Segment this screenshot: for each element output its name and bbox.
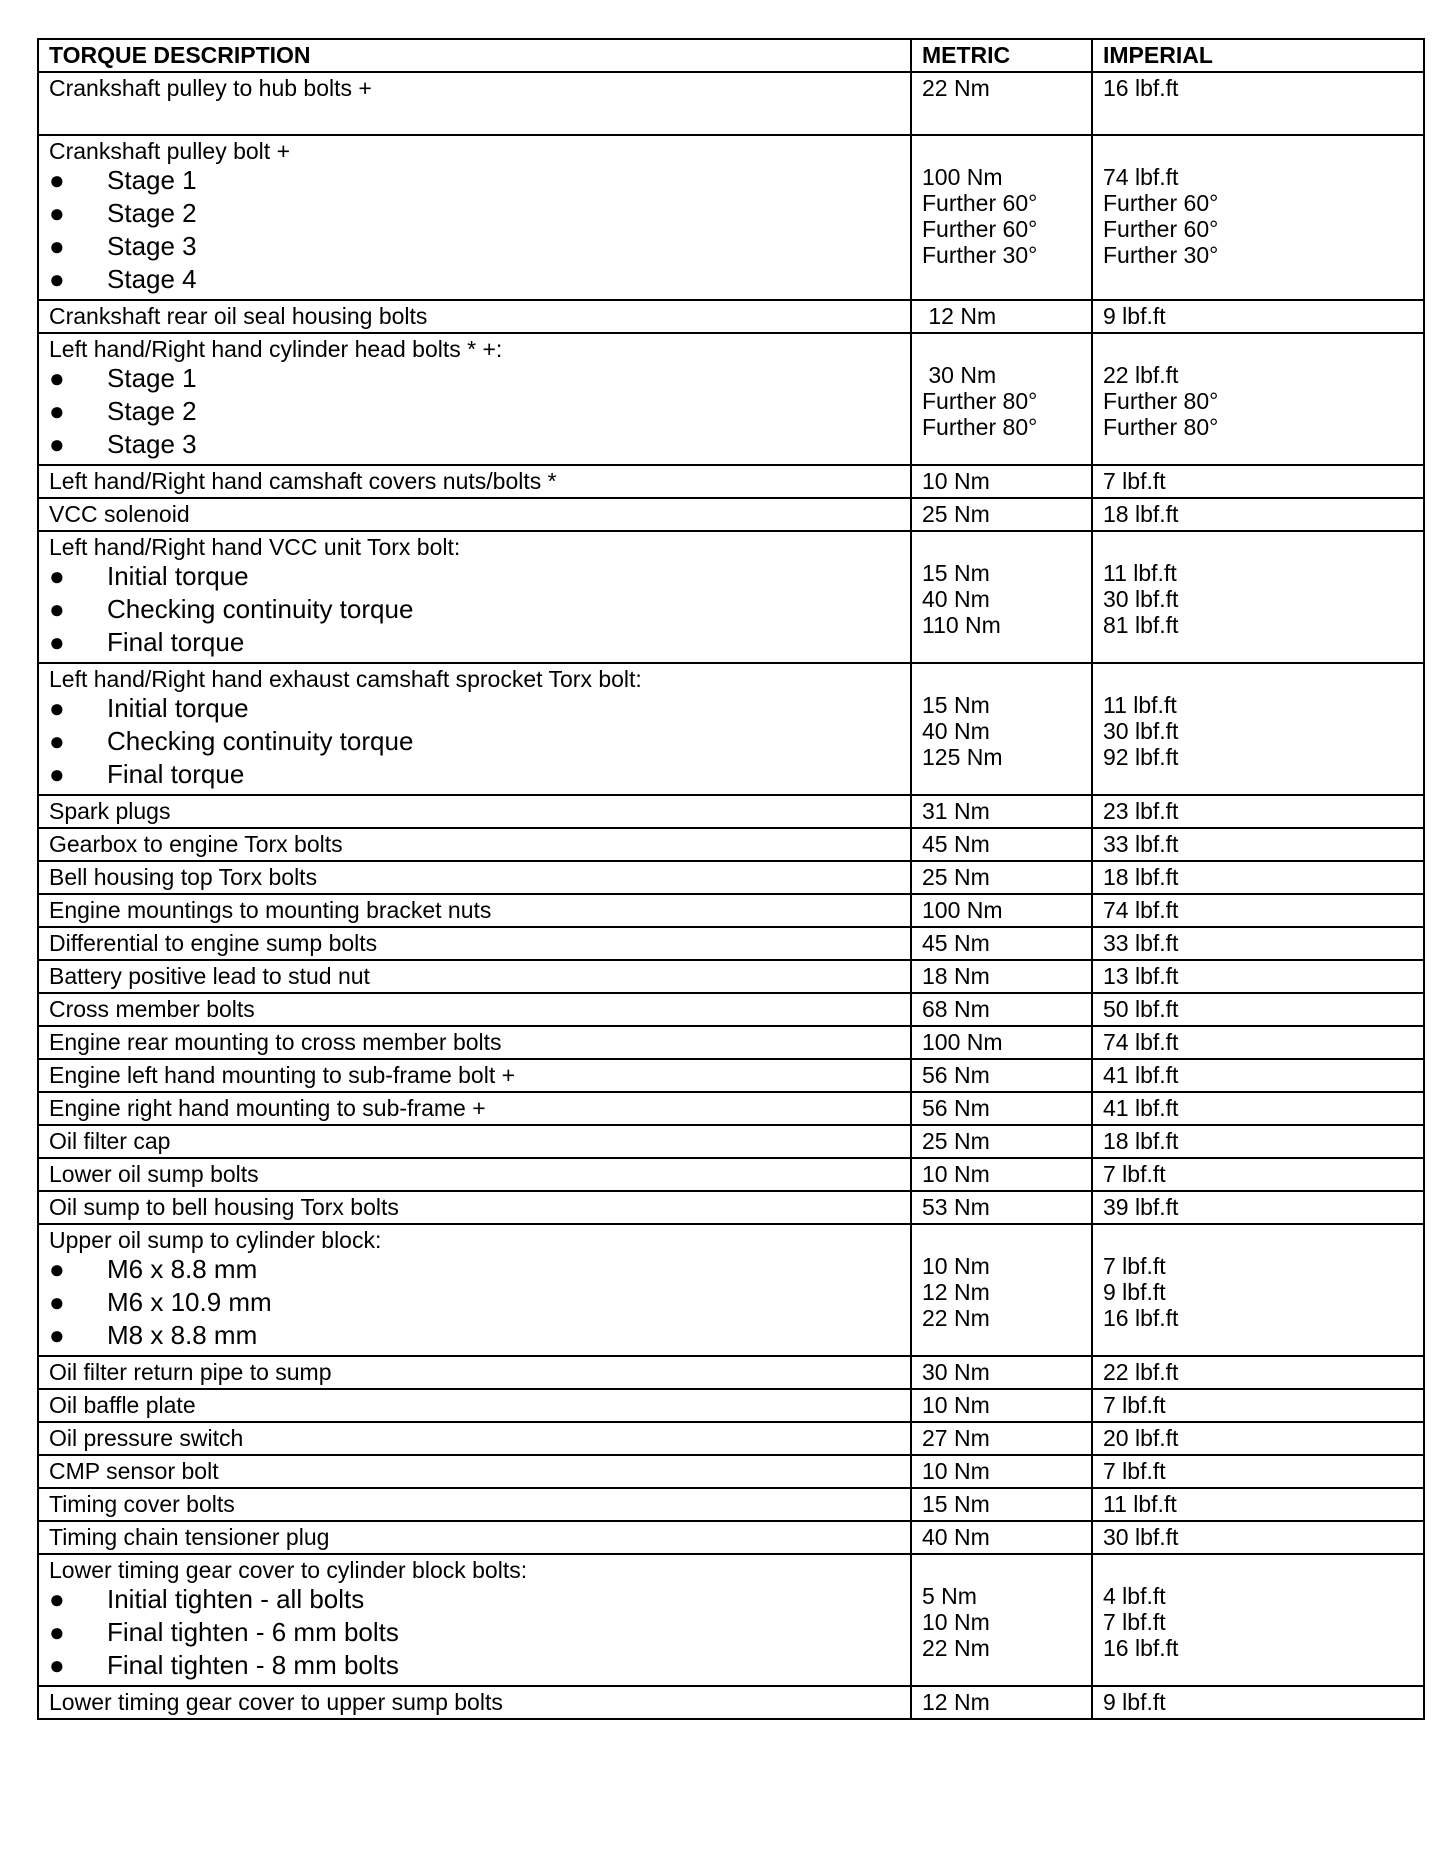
metric-cell bbox=[911, 72, 1092, 135]
metric-value: Further 30° bbox=[922, 242, 1038, 268]
description-text: Lower timing gear cover to cylinder block bolts: bbox=[49, 1557, 528, 1583]
metric-cell bbox=[911, 795, 1092, 828]
bullet-icon: ● bbox=[49, 594, 65, 624]
metric-cell bbox=[911, 1191, 1092, 1224]
imperial-value: 7 lbf.ft bbox=[1103, 468, 1166, 494]
description-cell bbox=[38, 1059, 911, 1092]
imperial-value: Further 80° bbox=[1103, 414, 1219, 440]
table-row bbox=[38, 531, 1424, 663]
description-cell bbox=[38, 1224, 911, 1356]
description-text: Left hand/Right hand exhaust camshaft sprocket Torx bolt: bbox=[49, 666, 642, 692]
description-cell bbox=[38, 72, 911, 135]
bullet-icon: ● bbox=[49, 264, 65, 294]
description-cell bbox=[38, 927, 911, 960]
description-cell bbox=[38, 960, 911, 993]
metric-value: 25 Nm bbox=[922, 501, 990, 527]
description-cell bbox=[38, 1356, 911, 1389]
imperial-cell bbox=[1092, 1125, 1424, 1158]
metric-cell bbox=[911, 663, 1092, 795]
table-row bbox=[38, 1422, 1424, 1455]
imperial-cell bbox=[1092, 1059, 1424, 1092]
metric-cell bbox=[911, 1356, 1092, 1389]
metric-value: Further 80° bbox=[922, 414, 1038, 440]
description-cell bbox=[38, 1554, 911, 1686]
table-row bbox=[38, 1356, 1424, 1389]
description-cell bbox=[38, 135, 911, 300]
metric-value: 56 Nm bbox=[922, 1095, 990, 1121]
stage-item bbox=[49, 1649, 900, 1682]
metric-value: 125 Nm bbox=[922, 744, 1003, 770]
metric-value: 22 Nm bbox=[922, 1305, 990, 1331]
metric-value: 53 Nm bbox=[922, 1194, 990, 1220]
description-text: Engine rear mounting to cross member bolts bbox=[49, 1029, 502, 1055]
metric-value: 100 Nm bbox=[922, 897, 1003, 923]
imperial-value: 18 lbf.ft bbox=[1103, 1128, 1179, 1154]
description-cell bbox=[38, 1488, 911, 1521]
imperial-value: 30 lbf.ft bbox=[1103, 1524, 1179, 1550]
bullet-icon: ● bbox=[49, 561, 65, 591]
description-cell bbox=[38, 993, 911, 1026]
metric-cell bbox=[911, 960, 1092, 993]
imperial-value: 74 lbf.ft bbox=[1103, 1029, 1179, 1055]
metric-cell bbox=[911, 927, 1092, 960]
imperial-cell bbox=[1092, 1422, 1424, 1455]
metric-value: 10 Nm bbox=[922, 1609, 990, 1635]
bullet-icon: ● bbox=[49, 396, 65, 426]
table-row bbox=[38, 1224, 1424, 1356]
metric-value: 10 Nm bbox=[922, 1458, 990, 1484]
metric-value: 100 Nm bbox=[922, 1029, 1003, 1055]
imperial-value: Further 80° bbox=[1103, 388, 1219, 414]
stage-label: Initial tighten - all bolts bbox=[107, 1584, 365, 1614]
stage-label: M6 x 8.8 mm bbox=[107, 1254, 258, 1284]
description-text: Timing cover bolts bbox=[49, 1491, 235, 1517]
description-cell bbox=[38, 663, 911, 795]
imperial-value: 9 lbf.ft bbox=[1103, 303, 1166, 329]
description-text: Oil sump to bell housing Torx bolts bbox=[49, 1194, 399, 1220]
stage-label: Stage 1 bbox=[107, 363, 197, 393]
stage-item bbox=[49, 1616, 900, 1649]
imperial-cell bbox=[1092, 1686, 1424, 1719]
imperial-cell bbox=[1092, 1455, 1424, 1488]
imperial-cell bbox=[1092, 72, 1424, 135]
metric-cell bbox=[911, 498, 1092, 531]
bullet-icon: ● bbox=[49, 363, 65, 393]
stage-label: Stage 3 bbox=[107, 429, 197, 459]
imperial-value: 23 lbf.ft bbox=[1103, 798, 1179, 824]
stage-item bbox=[49, 725, 900, 758]
table-row bbox=[38, 72, 1424, 135]
imperial-cell bbox=[1092, 960, 1424, 993]
description-cell bbox=[38, 828, 911, 861]
table-row bbox=[38, 795, 1424, 828]
imperial-cell bbox=[1092, 861, 1424, 894]
metric-cell bbox=[911, 861, 1092, 894]
table-row bbox=[38, 465, 1424, 498]
stage-item bbox=[49, 230, 900, 263]
metric-value: 30 Nm bbox=[922, 1359, 990, 1385]
stage-label: Final torque bbox=[107, 627, 245, 657]
description-text: Engine left hand mounting to sub-frame bolt + bbox=[49, 1062, 516, 1088]
stage-item bbox=[49, 1286, 900, 1319]
imperial-value: 13 lbf.ft bbox=[1103, 963, 1179, 989]
description-text: Oil baffle plate bbox=[49, 1392, 196, 1418]
table-row bbox=[38, 333, 1424, 465]
stage-item bbox=[49, 1583, 900, 1616]
stage-label: Final tighten - 8 mm bolts bbox=[107, 1650, 399, 1680]
description-text: Differential to engine sump bolts bbox=[49, 930, 378, 956]
description-cell bbox=[38, 1026, 911, 1059]
imperial-value: 7 lbf.ft bbox=[1103, 1253, 1166, 1279]
imperial-value: 9 lbf.ft bbox=[1103, 1279, 1166, 1305]
imperial-value: 16 lbf.ft bbox=[1103, 75, 1179, 101]
imperial-value: 41 lbf.ft bbox=[1103, 1095, 1179, 1121]
description-text: Oil filter return pipe to sump bbox=[49, 1359, 332, 1385]
imperial-value: 74 lbf.ft bbox=[1103, 897, 1179, 923]
header-imperial: IMPERIAL bbox=[1092, 39, 1424, 72]
metric-cell bbox=[911, 1455, 1092, 1488]
bullet-icon: ● bbox=[49, 1584, 65, 1614]
metric-value: 22 Nm bbox=[922, 75, 990, 101]
table-body bbox=[38, 72, 1424, 1719]
stage-item bbox=[49, 626, 900, 659]
imperial-value: 22 lbf.ft bbox=[1103, 1359, 1179, 1385]
imperial-value: 20 lbf.ft bbox=[1103, 1425, 1179, 1451]
imperial-value: Further 60° bbox=[1103, 190, 1219, 216]
description-text: Cross member bolts bbox=[49, 996, 255, 1022]
bullet-icon: ● bbox=[49, 1287, 65, 1317]
metric-cell bbox=[911, 1125, 1092, 1158]
metric-value: 40 Nm bbox=[922, 718, 990, 744]
table-row bbox=[38, 135, 1424, 300]
imperial-cell bbox=[1092, 1356, 1424, 1389]
imperial-cell bbox=[1092, 1554, 1424, 1686]
metric-cell bbox=[911, 993, 1092, 1026]
metric-cell bbox=[911, 1488, 1092, 1521]
metric-value: 30 Nm bbox=[922, 362, 997, 388]
metric-cell bbox=[911, 1092, 1092, 1125]
metric-cell bbox=[911, 1389, 1092, 1422]
imperial-cell bbox=[1092, 531, 1424, 663]
bullet-icon: ● bbox=[49, 198, 65, 228]
metric-cell bbox=[911, 465, 1092, 498]
description-cell bbox=[38, 1158, 911, 1191]
description-cell bbox=[38, 861, 911, 894]
imperial-cell bbox=[1092, 300, 1424, 333]
table-row bbox=[38, 960, 1424, 993]
description-cell bbox=[38, 894, 911, 927]
metric-value: 110 Nm bbox=[922, 612, 1001, 638]
metric-cell bbox=[911, 531, 1092, 663]
metric-cell bbox=[911, 1554, 1092, 1686]
table-row bbox=[38, 1191, 1424, 1224]
header-description: TORQUE DESCRIPTION bbox=[38, 39, 911, 72]
stage-item bbox=[49, 197, 900, 230]
metric-cell bbox=[911, 333, 1092, 465]
table-row bbox=[38, 1092, 1424, 1125]
description-text: CMP sensor bolt bbox=[49, 1458, 219, 1484]
imperial-cell bbox=[1092, 465, 1424, 498]
imperial-value: 41 lbf.ft bbox=[1103, 1062, 1179, 1088]
metric-cell bbox=[911, 1521, 1092, 1554]
stage-item bbox=[49, 395, 900, 428]
metric-value: 18 Nm bbox=[922, 963, 990, 989]
metric-value: 10 Nm bbox=[922, 1161, 990, 1187]
bullet-icon: ● bbox=[49, 429, 65, 459]
imperial-value: Further 60° bbox=[1103, 216, 1219, 242]
imperial-cell bbox=[1092, 894, 1424, 927]
table-row bbox=[38, 1686, 1424, 1719]
description-cell bbox=[38, 1521, 911, 1554]
metric-cell bbox=[911, 1422, 1092, 1455]
description-text: Crankshaft rear oil seal housing bolts bbox=[49, 303, 428, 329]
description-text: Oil pressure switch bbox=[49, 1425, 244, 1451]
description-cell bbox=[38, 795, 911, 828]
imperial-value: 16 lbf.ft bbox=[1103, 1635, 1179, 1661]
table-row bbox=[38, 1521, 1424, 1554]
imperial-cell bbox=[1092, 1158, 1424, 1191]
bullet-icon: ● bbox=[49, 627, 65, 657]
stage-label: M6 x 10.9 mm bbox=[107, 1287, 272, 1317]
description-cell bbox=[38, 1422, 911, 1455]
description-text: Left hand/Right hand VCC unit Torx bolt: bbox=[49, 534, 461, 560]
imperial-value: 11 lbf.ft bbox=[1103, 560, 1177, 586]
table-row bbox=[38, 1389, 1424, 1422]
metric-cell bbox=[911, 300, 1092, 333]
metric-value: Further 60° bbox=[922, 190, 1038, 216]
description-text: Bell housing top Torx bolts bbox=[49, 864, 318, 890]
metric-value: 10 Nm bbox=[922, 1253, 990, 1279]
metric-value: 100 Nm bbox=[922, 164, 1003, 190]
imperial-value: 4 lbf.ft bbox=[1103, 1583, 1166, 1609]
metric-value: 12 Nm bbox=[922, 1689, 990, 1715]
imperial-cell bbox=[1092, 828, 1424, 861]
stage-label: Initial torque bbox=[107, 561, 249, 591]
stage-item bbox=[49, 164, 900, 197]
stage-label: Final torque bbox=[107, 759, 245, 789]
imperial-cell bbox=[1092, 1191, 1424, 1224]
metric-value: 15 Nm bbox=[922, 560, 990, 586]
imperial-value: 7 lbf.ft bbox=[1103, 1458, 1166, 1484]
table-row bbox=[38, 828, 1424, 861]
imperial-cell bbox=[1092, 1389, 1424, 1422]
metric-value: 22 Nm bbox=[922, 1635, 990, 1661]
imperial-value: 92 lbf.ft bbox=[1103, 744, 1179, 770]
stage-label: Checking continuity torque bbox=[107, 726, 414, 756]
description-text: VCC solenoid bbox=[49, 501, 190, 527]
description-cell bbox=[38, 1686, 911, 1719]
table-row bbox=[38, 1455, 1424, 1488]
stage-item bbox=[49, 560, 900, 593]
metric-value: 10 Nm bbox=[922, 1392, 990, 1418]
bullet-icon: ● bbox=[49, 1617, 65, 1647]
description-text: Gearbox to engine Torx bolts bbox=[49, 831, 343, 857]
imperial-value: 18 lbf.ft bbox=[1103, 864, 1179, 890]
imperial-value: 11 lbf.ft bbox=[1103, 1491, 1177, 1517]
imperial-cell bbox=[1092, 1521, 1424, 1554]
imperial-value: Further 30° bbox=[1103, 242, 1219, 268]
metric-cell bbox=[911, 135, 1092, 300]
imperial-value: 30 lbf.ft bbox=[1103, 586, 1179, 612]
imperial-cell bbox=[1092, 1488, 1424, 1521]
metric-value: 12 Nm bbox=[922, 303, 997, 329]
metric-cell bbox=[911, 1686, 1092, 1719]
imperial-value: 39 lbf.ft bbox=[1103, 1194, 1179, 1220]
description-cell bbox=[38, 1389, 911, 1422]
header-row bbox=[38, 39, 1424, 72]
metric-cell bbox=[911, 894, 1092, 927]
description-cell bbox=[38, 1125, 911, 1158]
description-text: Left hand/Right hand camshaft covers nuts/bolts * bbox=[49, 468, 557, 494]
table-row bbox=[38, 927, 1424, 960]
bullet-icon: ● bbox=[49, 165, 65, 195]
table-row bbox=[38, 498, 1424, 531]
description-text: Upper oil sump to cylinder block: bbox=[49, 1227, 382, 1253]
bullet-icon: ● bbox=[49, 1650, 65, 1680]
imperial-cell bbox=[1092, 927, 1424, 960]
metric-value: Further 60° bbox=[922, 216, 1038, 242]
imperial-value: 7 lbf.ft bbox=[1103, 1161, 1166, 1187]
imperial-value: 50 lbf.ft bbox=[1103, 996, 1179, 1022]
metric-value: 40 Nm bbox=[922, 1524, 990, 1550]
table-row bbox=[38, 993, 1424, 1026]
stage-label: Final tighten - 6 mm bolts bbox=[107, 1617, 399, 1647]
metric-value: 10 Nm bbox=[922, 468, 990, 494]
description-text: Lower oil sump bolts bbox=[49, 1161, 259, 1187]
imperial-cell bbox=[1092, 1092, 1424, 1125]
stage-label: M8 x 8.8 mm bbox=[107, 1320, 258, 1350]
metric-value: 15 Nm bbox=[922, 1491, 990, 1517]
table-row bbox=[38, 894, 1424, 927]
stage-item bbox=[49, 428, 900, 461]
description-text: Lower timing gear cover to upper sump bolts bbox=[49, 1689, 503, 1715]
imperial-cell bbox=[1092, 1026, 1424, 1059]
metric-cell bbox=[911, 1026, 1092, 1059]
imperial-cell bbox=[1092, 795, 1424, 828]
stage-item bbox=[49, 263, 900, 296]
metric-value: 27 Nm bbox=[922, 1425, 990, 1451]
stage-label: Checking continuity torque bbox=[107, 594, 414, 624]
metric-value: 25 Nm bbox=[922, 1128, 990, 1154]
metric-value: 5 Nm bbox=[922, 1583, 977, 1609]
bullet-icon: ● bbox=[49, 693, 65, 723]
metric-value: 25 Nm bbox=[922, 864, 990, 890]
metric-cell bbox=[911, 1059, 1092, 1092]
description-text: Engine right hand mounting to sub-frame + bbox=[49, 1095, 486, 1121]
metric-cell bbox=[911, 828, 1092, 861]
metric-value: 31 Nm bbox=[922, 798, 990, 824]
imperial-cell bbox=[1092, 333, 1424, 465]
imperial-value: 33 lbf.ft bbox=[1103, 831, 1179, 857]
description-text: Crankshaft pulley bolt + bbox=[49, 138, 290, 164]
imperial-value: 16 lbf.ft bbox=[1103, 1305, 1179, 1331]
imperial-value: 7 lbf.ft bbox=[1103, 1609, 1166, 1635]
table-row bbox=[38, 1158, 1424, 1191]
imperial-cell bbox=[1092, 993, 1424, 1026]
description-cell bbox=[38, 465, 911, 498]
table-row bbox=[38, 300, 1424, 333]
imperial-value: 81 lbf.ft bbox=[1103, 612, 1179, 638]
imperial-value: 30 lbf.ft bbox=[1103, 718, 1179, 744]
table-row bbox=[38, 1488, 1424, 1521]
description-text: Timing chain tensioner plug bbox=[49, 1524, 330, 1550]
metric-value: 15 Nm bbox=[922, 692, 990, 718]
table-row bbox=[38, 663, 1424, 795]
metric-value: 56 Nm bbox=[922, 1062, 990, 1088]
imperial-value: 9 lbf.ft bbox=[1103, 1689, 1166, 1715]
description-cell bbox=[38, 300, 911, 333]
stage-label: Stage 2 bbox=[107, 198, 197, 228]
description-cell bbox=[38, 1191, 911, 1224]
imperial-value: 33 lbf.ft bbox=[1103, 930, 1179, 956]
metric-value: 40 Nm bbox=[922, 586, 990, 612]
stage-item bbox=[49, 593, 900, 626]
stage-item bbox=[49, 692, 900, 725]
table-row bbox=[38, 861, 1424, 894]
description-cell bbox=[38, 1455, 911, 1488]
stage-label: Stage 3 bbox=[107, 231, 197, 261]
metric-cell bbox=[911, 1224, 1092, 1356]
description-text: Crankshaft pulley to hub bolts + bbox=[49, 75, 372, 101]
metric-value: 45 Nm bbox=[922, 831, 990, 857]
metric-value: 12 Nm bbox=[922, 1279, 990, 1305]
description-text: Spark plugs bbox=[49, 798, 171, 824]
table-row bbox=[38, 1026, 1424, 1059]
stage-item bbox=[49, 758, 900, 791]
torque-table bbox=[37, 38, 1425, 1720]
imperial-value: 74 lbf.ft bbox=[1103, 164, 1179, 190]
description-text: Oil filter cap bbox=[49, 1128, 171, 1154]
bullet-icon: ● bbox=[49, 759, 65, 789]
header-metric: METRIC bbox=[911, 39, 1092, 72]
description-text: Battery positive lead to stud nut bbox=[49, 963, 370, 989]
description-cell bbox=[38, 498, 911, 531]
stage-label: Initial torque bbox=[107, 693, 249, 723]
table-row bbox=[38, 1059, 1424, 1092]
stage-item bbox=[49, 1253, 900, 1286]
imperial-cell bbox=[1092, 498, 1424, 531]
imperial-value: 22 lbf.ft bbox=[1103, 362, 1179, 388]
stage-label: Stage 1 bbox=[107, 165, 197, 195]
imperial-value: 18 lbf.ft bbox=[1103, 501, 1179, 527]
bullet-icon: ● bbox=[49, 1320, 65, 1350]
description-text: Left hand/Right hand cylinder head bolts * +: bbox=[49, 336, 503, 362]
description-cell bbox=[38, 333, 911, 465]
description-cell bbox=[38, 531, 911, 663]
bullet-icon: ● bbox=[49, 1254, 65, 1284]
imperial-cell bbox=[1092, 135, 1424, 300]
stage-label: Stage 2 bbox=[107, 396, 197, 426]
metric-cell bbox=[911, 1158, 1092, 1191]
imperial-cell bbox=[1092, 663, 1424, 795]
description-cell bbox=[38, 1092, 911, 1125]
imperial-value: 11 lbf.ft bbox=[1103, 692, 1177, 718]
metric-value: 45 Nm bbox=[922, 930, 990, 956]
stage-item bbox=[49, 1319, 900, 1352]
description-text: Engine mountings to mounting bracket nuts bbox=[49, 897, 492, 923]
stage-item bbox=[49, 362, 900, 395]
table-row bbox=[38, 1125, 1424, 1158]
bullet-icon: ● bbox=[49, 231, 65, 261]
stage-label: Stage 4 bbox=[107, 264, 197, 294]
metric-value: Further 80° bbox=[922, 388, 1038, 414]
bullet-icon: ● bbox=[49, 726, 65, 756]
imperial-cell bbox=[1092, 1224, 1424, 1356]
table-row bbox=[38, 1554, 1424, 1686]
imperial-value: 7 lbf.ft bbox=[1103, 1392, 1166, 1418]
metric-value: 68 Nm bbox=[922, 996, 990, 1022]
